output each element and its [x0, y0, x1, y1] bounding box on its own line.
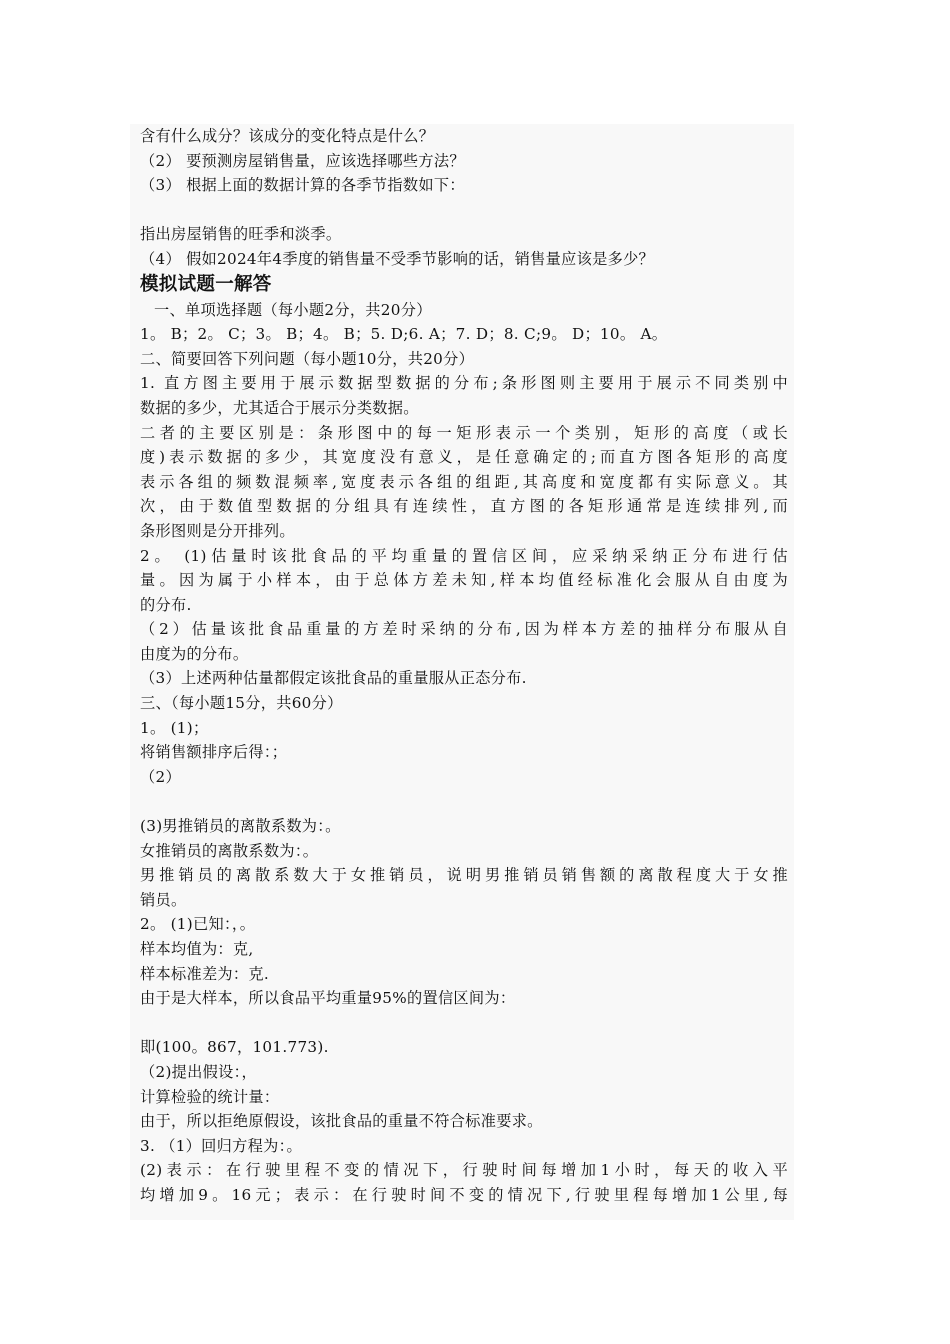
text-line: （2） 要预测房屋销售量，应该选择哪些方法？	[140, 151, 465, 170]
text-line: 将销售额排序后得：；	[140, 743, 288, 762]
text-line: 含有什么成分？该成分的变化特点是什么？	[140, 127, 435, 145]
text-line: （2）估量该批食品重量的方差时采纳的分布,因为样本方差的抽样分布服从自	[140, 620, 788, 639]
text-line: 2。 (1)已知：，。	[140, 915, 256, 934]
answer-key: 1。 B；2。 C；3。 B；4。 B；5. D;6. A；7. D；8. C;9。 D；10。 A。	[140, 325, 668, 344]
text-line: 2。 (1)估量时该批食品的平均重量的置信区间，应采纳采纳正分布进行估	[140, 546, 788, 565]
text-line: 男推销员的离散系数大于女推销员，说明男推销员销售额的离散程度大于女推	[140, 866, 788, 885]
text-line: 指出房屋销售的旺季和淡季。	[140, 225, 342, 244]
text-line: 1. 直方图主要用于展示数据型数据的分布;条形图则主要用于展示不同类别中	[140, 374, 788, 393]
section-title: 一、单项选择题（每小题2分，共20分）	[154, 300, 432, 319]
text-line: 3. （1）回归方程为：。	[140, 1136, 302, 1155]
text-line: （2)提出假设：，	[140, 1062, 258, 1081]
text-line: 表示各组的频数混频率,宽度表示各组的组距,其高度和宽度都有实际意义。其	[140, 472, 788, 491]
text-line: 次，由于数值型数据的分组具有连续性，直方图的各矩形通常是连续排列,而	[140, 497, 788, 516]
text-line: 度)表示数据的多少，其宽度没有意义，是任意确定的;而直方图各矩形的高度	[140, 448, 788, 467]
section-heading: 模拟试题一解答	[140, 273, 272, 295]
section-title: 三、（每小题15分，共60分）	[140, 694, 343, 713]
text-line: (3)男推销员的离散系数为：。	[140, 817, 341, 836]
text-line: （4） 假如2024年4季度的销售量不受季节影响的话，销售量应该是多少？	[140, 249, 655, 268]
text-line: 即(100。867，101.773).	[140, 1038, 329, 1057]
text-line: 均增加9。16元；表示：在行驶时间不变的情况下,行驶里程每增加1公里,每	[140, 1185, 788, 1204]
text-line: 由于，所以拒绝原假设，该批食品的重量不符合标准要求。	[140, 1112, 543, 1131]
text-line: 样本标准差为：克.	[140, 964, 270, 983]
text-line: 条形图则是分开排列。	[140, 521, 295, 540]
text-line: 样本均值为：克,	[140, 940, 254, 958]
text-line: 女推销员的离散系数为：。	[140, 841, 319, 860]
text-line: （3） 根据上面的数据计算的各季节指数如下：	[140, 176, 465, 195]
text-line: 由度为的分布。	[140, 644, 249, 663]
section-title: 二、简要回答下列问题（每小题10分，共20分）	[140, 349, 475, 368]
text-line: 二者的主要区别是：条形图中的每一矩形表示一个类别，矩形的高度（或长	[140, 423, 788, 442]
blank-line	[140, 789, 788, 814]
text-line: 1。 (1)；	[140, 718, 209, 737]
text-line: 计算检验的统计量：	[140, 1087, 280, 1106]
text-line: （3）上述两种估量都假定该批食品的重量服从正态分布.	[140, 669, 527, 688]
text-line: 的分布.	[140, 595, 192, 614]
text-line: 量。因为属于小样本，由于总体方差未知,样本均值经标准化会服从自由度为	[140, 571, 788, 590]
text-line: (2)表示：在行驶里程不变的情况下，行驶时间每增加1小时，每天的收入平	[140, 1161, 788, 1180]
text-line: 数据的多少，尤其适合于展示分类数据。	[140, 398, 419, 417]
blank-line	[140, 1011, 788, 1036]
text-line: 销员。	[140, 890, 187, 909]
document-body	[140, 124, 788, 1208]
text-line: 由于是大样本，所以食品平均重量95%的置信区间为：	[140, 989, 516, 1008]
blank-line	[140, 198, 788, 223]
text-line: （2）	[140, 767, 181, 786]
